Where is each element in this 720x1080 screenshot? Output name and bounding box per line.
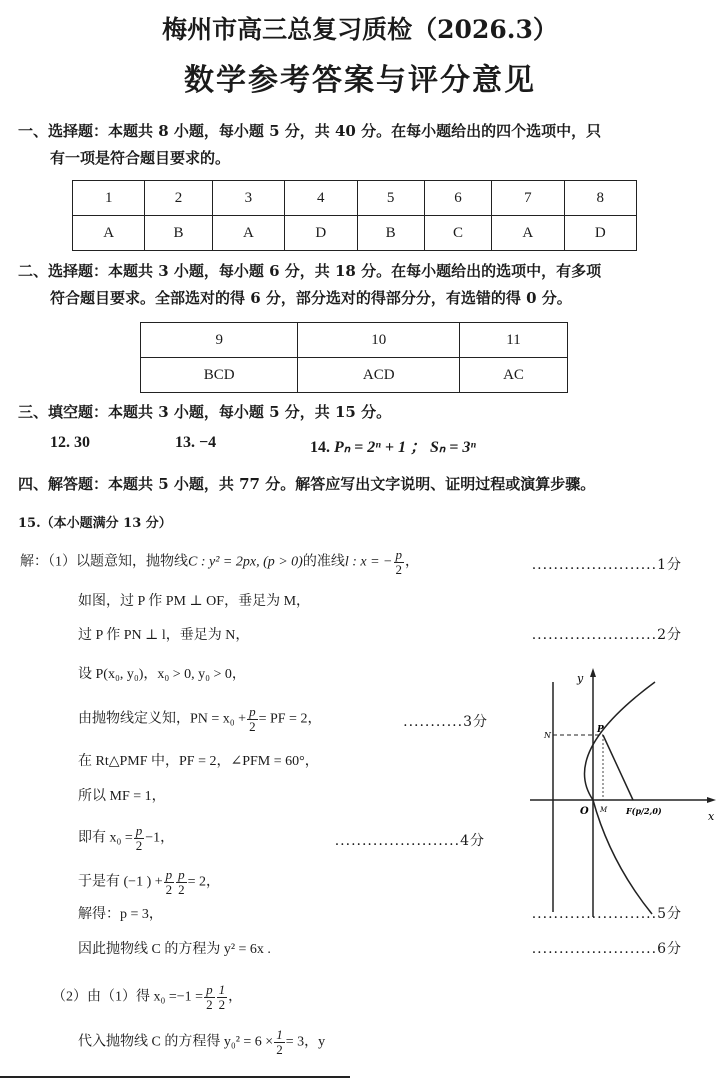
parabola-figure — [520, 662, 720, 922]
table-cell: 7 — [492, 181, 564, 216]
fraction — [217, 983, 228, 1012]
table-cell: C — [424, 216, 491, 251]
denominator: 2 — [395, 562, 403, 577]
fraction — [247, 705, 258, 734]
numerator: 1 — [276, 1027, 283, 1042]
numerator: p — [178, 867, 185, 882]
line-text: 过 P 作 PN ⊥ l，垂足为 N， — [78, 628, 250, 643]
line-post: ， — [405, 554, 420, 570]
line-mid: −1 ) + — [128, 874, 163, 890]
line-post: = 2， — [187, 874, 221, 890]
denominator: 2 — [135, 838, 143, 853]
table-cell: D — [285, 216, 357, 251]
line-pre: 代入抛物线 C 的方程得 y₀² = 6 × — [78, 1034, 274, 1050]
table-cell: A — [212, 216, 284, 251]
solution-line — [78, 663, 246, 683]
table-row-answers — [141, 358, 568, 393]
answer-number: 12. — [50, 434, 70, 451]
parabola-curve — [584, 682, 655, 914]
table-row-answers — [73, 216, 637, 251]
section1-heading: 一、选择题：本题共 8 小题，每小题 5 分，共 40 分。在每小题给出的四个选项中，只 — [18, 122, 602, 140]
line-text: 如图，过 P 作 PM ⊥ OF，垂足为 M， — [78, 594, 311, 609]
solution-line — [20, 548, 419, 577]
answer-number: 14. — [310, 439, 330, 456]
section2-heading: 二、选择题：本题共 3 小题，每小题 6 分，共 18 分。在每小题给出的选项中，有多项 — [18, 262, 602, 280]
table-cell: 3 — [212, 181, 284, 216]
solution-line — [78, 938, 271, 958]
numerator: 1 — [218, 982, 226, 997]
table-cell: 2 — [145, 181, 212, 216]
multi-choice-answer-table — [140, 322, 568, 393]
line-text: 解得：p = 3， — [78, 907, 163, 922]
q15-heading: 15.（本小题满分 13 分） — [18, 516, 172, 531]
line-text: 因此抛物线 C 的方程为 y² = 6x . — [78, 942, 271, 957]
line-mid: −1 = — [176, 989, 204, 1005]
answer-number: 13. — [175, 434, 195, 451]
fraction — [134, 824, 145, 853]
score-marker — [532, 938, 682, 958]
solution-line — [78, 705, 321, 734]
section1-heading-cont: 有一项是符合题目要求的。 — [50, 149, 231, 167]
table-row-numbers — [73, 181, 637, 216]
table-cell: 6 — [424, 181, 491, 216]
fraction — [274, 1028, 285, 1057]
table-cell: 9 — [141, 323, 298, 358]
solution-line — [78, 590, 310, 610]
solution-line — [52, 983, 242, 1012]
fraction — [204, 983, 215, 1012]
line-pre: （2）由（1）得 x₀ = — [52, 989, 177, 1005]
line-post: = PF = 2， — [258, 711, 322, 727]
line-post: −1， — [145, 830, 175, 846]
score-value: 2分 — [657, 627, 682, 643]
score-marker — [403, 711, 488, 731]
numerator: p — [395, 547, 403, 562]
leader-dots: ....................... — [531, 557, 658, 573]
numerator: p — [206, 982, 213, 997]
label-y: y — [577, 672, 584, 685]
leader-dots: ....................... — [531, 627, 658, 643]
label-m: M — [600, 806, 608, 814]
solution-line — [78, 868, 220, 897]
table-cell: 4 — [285, 181, 357, 216]
table-cell: 1 — [73, 181, 145, 216]
score-marker — [335, 830, 485, 850]
page-title: 梅州市高三总复习质检（2026.3） — [162, 15, 558, 44]
solution-line — [78, 824, 174, 853]
table-cell: A — [492, 216, 564, 251]
denominator: 2 — [165, 882, 173, 897]
numerator: p — [135, 823, 143, 838]
score-value: 5分 — [657, 906, 682, 922]
solution-line — [78, 903, 163, 923]
score-value: 4分 — [460, 833, 485, 849]
fraction — [176, 868, 187, 897]
line-post: = 3，y — [285, 1034, 326, 1050]
line-post: ， — [228, 989, 243, 1005]
label-x: x — [708, 810, 715, 823]
solution-line — [78, 785, 166, 805]
table-cell: B — [357, 216, 424, 251]
line-text: 所以 MF = 1， — [78, 789, 166, 804]
section3-heading: 三、填空题：本题共 3 小题，每小题 5 分，共 15 分。 — [18, 403, 392, 421]
solution-line — [78, 1028, 325, 1057]
table-cell: ACD — [298, 358, 460, 393]
table-cell: 5 — [357, 181, 424, 216]
page-subtitle: 数学参考答案与评分意见 — [184, 63, 536, 98]
denominator: 2 — [249, 719, 256, 734]
leader-dots: ....................... — [531, 941, 658, 957]
leader-dots: ........... — [403, 714, 464, 730]
answer-value: 30 — [74, 434, 90, 451]
score-value: 1分 — [657, 557, 682, 573]
table-cell: AC — [459, 358, 567, 393]
denominator: 2 — [276, 1042, 283, 1057]
line-text: 在 Rt△PMF 中，PF = 2，∠PFM = 60°， — [78, 754, 319, 769]
fraction — [164, 868, 175, 897]
label-p: P — [597, 725, 604, 735]
answer-value: Pₙ = 2ⁿ + 1 ； Sₙ = 3ⁿ — [334, 439, 476, 456]
choice-answer-table — [72, 180, 637, 251]
line-math2: l : x = − — [344, 554, 393, 570]
score-marker — [532, 554, 682, 574]
label-n: N — [544, 731, 551, 740]
pf-segment — [603, 735, 633, 800]
denominator: 2 — [206, 997, 213, 1012]
line-math: C : y² = 2px, (p > 0) — [188, 554, 303, 570]
fill-answer-14 — [310, 434, 476, 457]
leader-dots: ....................... — [334, 833, 461, 849]
answer-value: −4 — [199, 434, 217, 451]
score-marker — [532, 624, 682, 644]
section2-heading-cont: 符合题目要求。全部选对的得 6 分，部分选对的得部分分，有选错的得 0 分。 — [50, 289, 572, 307]
line-pre: 由抛物线定义知，PN = x₀ + — [78, 711, 247, 727]
line-pre: 于是有 ( — [78, 874, 129, 890]
numerator: p — [165, 867, 173, 882]
bottom-rule — [0, 1076, 350, 1078]
fill-answer-13 — [175, 434, 216, 452]
label-f: F(p/2,0) — [626, 806, 662, 816]
line-pre: 解：（1）以题意知，抛物线 — [20, 554, 188, 570]
table-cell: 10 — [298, 323, 460, 358]
denominator: 2 — [178, 882, 185, 897]
line-mid: 的准线 — [302, 554, 345, 570]
score-value: 3分 — [463, 714, 488, 730]
table-cell: A — [73, 216, 145, 251]
line-pre: 即有 x₀ = — [78, 830, 133, 846]
x-axis-arrow — [707, 797, 716, 803]
table-row-numbers — [141, 323, 568, 358]
leader-dots: ....................... — [531, 906, 658, 922]
table-cell: BCD — [141, 358, 298, 393]
numerator: p — [249, 704, 256, 719]
line-text: 设 P(x₀, y₀)，x₀ > 0, y₀ > 0， — [78, 667, 246, 682]
solution-line — [78, 624, 249, 644]
fill-answer-12 — [50, 434, 90, 452]
table-cell: D — [564, 216, 636, 251]
section4-heading: 四、解答题：本题共 5 小题，共 77 分。解答应写出文字说明、证明过程或演算步骤。 — [18, 475, 596, 493]
fraction — [394, 548, 405, 577]
table-cell: B — [145, 216, 212, 251]
y-axis-arrow — [590, 668, 596, 677]
table-cell: 8 — [564, 181, 636, 216]
denominator: 2 — [218, 997, 226, 1012]
score-value: 6分 — [657, 941, 682, 957]
solution-line — [78, 750, 319, 770]
label-o: O — [580, 806, 589, 817]
table-cell: 11 — [459, 323, 567, 358]
